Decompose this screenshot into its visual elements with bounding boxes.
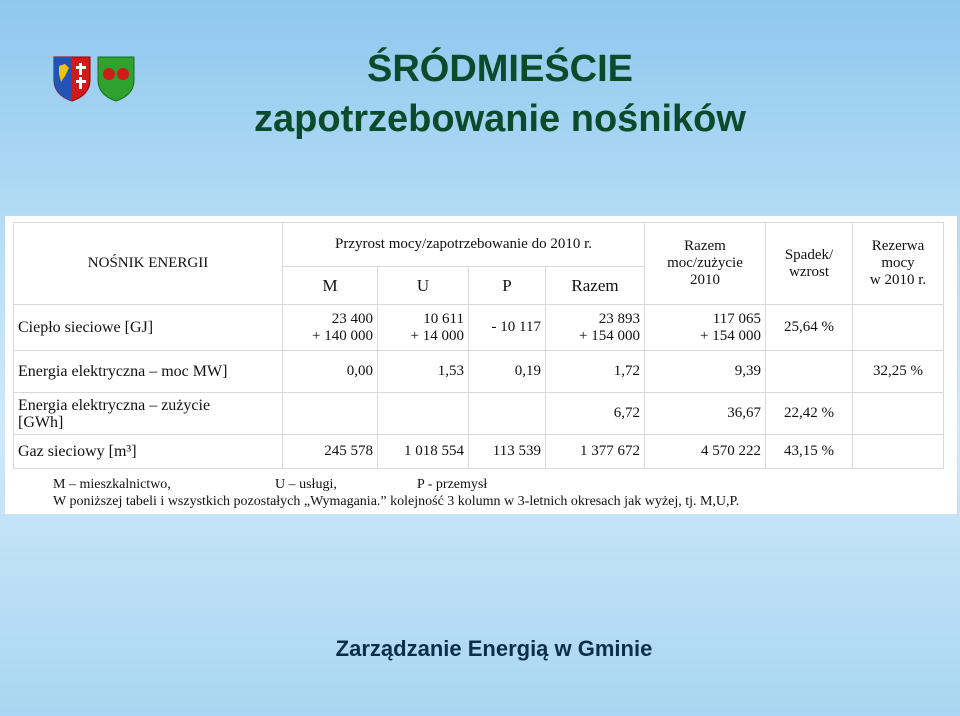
cell-u: 10 611 + 14 000 xyxy=(378,305,469,351)
cell-razem: 1 377 672 xyxy=(546,435,645,469)
cell-spadek: 22,42 % xyxy=(766,393,853,435)
cell-spadek: 43,15 % xyxy=(766,435,853,469)
cell-m: 245 578 xyxy=(283,435,378,469)
cell-p xyxy=(469,393,546,435)
cell-razem-2010: 4 570 222 xyxy=(645,435,766,469)
header-razem-2010: Razem moc/zużycie 2010 xyxy=(645,223,766,305)
slide-title: ŚRÓDMIEŚCIE xyxy=(366,48,634,90)
cell-razem: 1,72 xyxy=(546,351,645,393)
header-p: P xyxy=(469,267,546,305)
cell-rezerwa xyxy=(853,305,944,351)
note-p: P - przemysł xyxy=(417,477,488,492)
cell-rezerwa xyxy=(853,393,944,435)
header-razem: Razem xyxy=(546,267,645,305)
cell-spadek xyxy=(766,351,853,393)
table-row xyxy=(14,393,944,435)
table-notes xyxy=(53,476,739,510)
row-label: Energia elektryczna – moc MW] xyxy=(14,351,283,393)
cell-razem-2010: 36,67 xyxy=(645,393,766,435)
coat-of-arms-icon xyxy=(53,56,91,102)
cell-p: 0,19 xyxy=(469,351,546,393)
cell-razem: 23 893 + 154 000 xyxy=(546,305,645,351)
footer-text: Zarządzanie Energią w Gminie xyxy=(335,636,653,661)
cell-m: 23 400 + 140 000 xyxy=(283,305,378,351)
row-label: Ciepło sieciowe [GJ] xyxy=(14,305,283,351)
note-u: U – usługi, xyxy=(275,477,337,492)
cell-m xyxy=(283,393,378,435)
cell-razem-2010: 9,39 xyxy=(645,351,766,393)
cell-u: 1 018 554 xyxy=(378,435,469,469)
cell-spadek: 25,64 % xyxy=(766,305,853,351)
header-nosnik: NOŚNIK ENERGII xyxy=(14,223,283,305)
energy-table xyxy=(13,222,944,469)
cell-p: 113 539 xyxy=(469,435,546,469)
row-label: Gaz sieciowy [m³] xyxy=(14,435,283,469)
header-rezerwa: Rezerwa mocy w 2010 r. xyxy=(853,223,944,305)
table-row xyxy=(14,305,944,351)
slide-subtitle: zapotrzebowanie nośników xyxy=(254,98,746,140)
table-image xyxy=(5,216,957,514)
cell-m: 0,00 xyxy=(283,351,378,393)
table-row xyxy=(14,351,944,393)
cell-u xyxy=(378,393,469,435)
header-u: U xyxy=(378,267,469,305)
note-m: M – mieszkalnictwo, xyxy=(53,477,171,492)
coat-of-arms-green-icon xyxy=(97,56,135,102)
row-label: Energia elektryczna – zużycie [GWh] xyxy=(14,393,283,435)
cell-razem: 6,72 xyxy=(546,393,645,435)
header-spadek: Spadek/ wzrost xyxy=(766,223,853,305)
cell-rezerwa xyxy=(853,435,944,469)
header-przyrost: Przyrost mocy/zapotrzebowanie do 2010 r. xyxy=(283,223,645,267)
cell-u: 1,53 xyxy=(378,351,469,393)
table-row xyxy=(14,435,944,469)
header-m: M xyxy=(283,267,378,305)
cell-razem-2010: 117 065 + 154 000 xyxy=(645,305,766,351)
cell-rezerwa: 32,25 % xyxy=(853,351,944,393)
note-line2: W poniższej tabeli i wszystkich pozostałych „Wymagania.” kolejność 3 kolumn w 3-letnich okresach jak wyżej, tj. M,U,P. xyxy=(53,494,740,509)
cell-p: - 10 117 xyxy=(469,305,546,351)
